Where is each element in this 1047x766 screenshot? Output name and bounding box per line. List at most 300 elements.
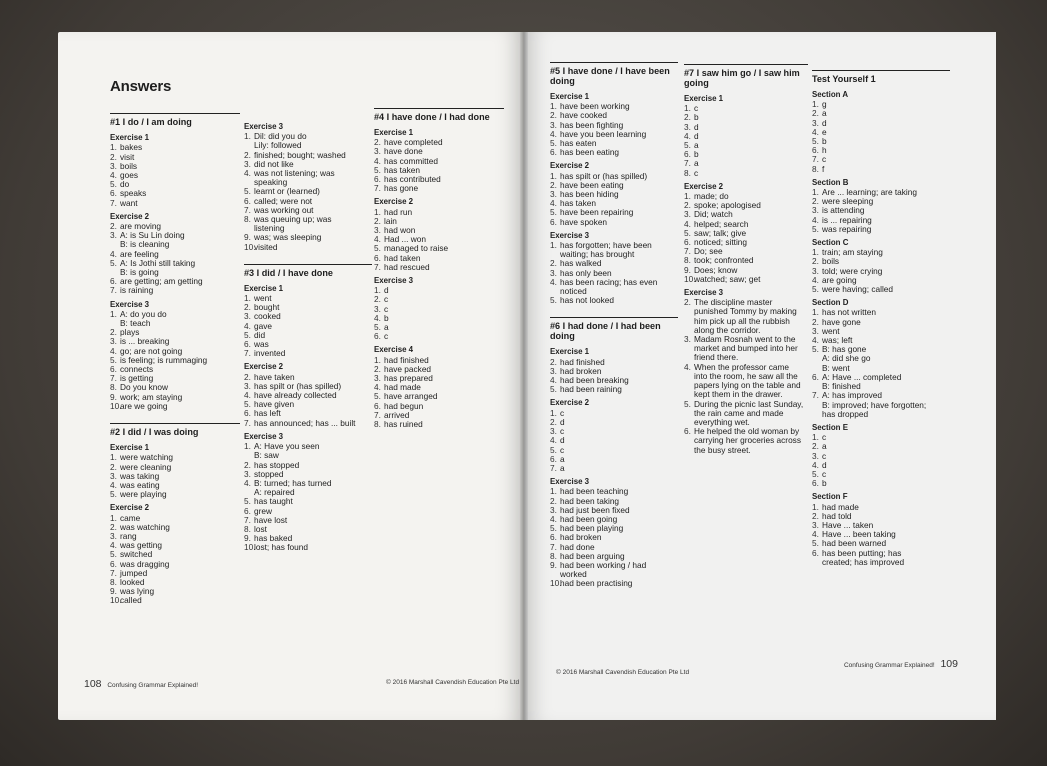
exercise-block (110, 443, 240, 499)
answer-number: 1. (550, 101, 557, 112)
answer-text: have arranged (384, 391, 438, 402)
answer-number: 6. (812, 145, 819, 156)
answer-text: have already collected (254, 390, 337, 401)
answer-number: 4. (110, 345, 117, 356)
exercise-title: Section F (812, 492, 848, 502)
answer-text: had rescued (384, 261, 430, 272)
answer-text: Do; see (694, 246, 723, 257)
answer-text: made; do (694, 191, 729, 202)
answer-number: 2. (374, 215, 381, 226)
answer-text: has left (254, 408, 281, 419)
answer-number: 5. (550, 444, 557, 455)
answer-text: finished; bought; washed (254, 149, 346, 160)
answer-number: 6. (550, 453, 557, 464)
answer-item (110, 402, 240, 411)
answer-number: 7. (244, 417, 251, 428)
exercise-block (550, 161, 678, 226)
answer-item (550, 464, 678, 473)
answer-number: 3. (244, 158, 251, 169)
answer-text: was (254, 339, 269, 350)
exercise-title: Exercise 3 (244, 431, 284, 441)
answer-text: was not listening; was speaking (254, 168, 335, 188)
exercise-title: Exercise 3 (244, 122, 284, 131)
answer-text: are feeling (120, 248, 159, 259)
answer-number: 1. (244, 131, 251, 142)
answer-text: watched; saw; get (694, 273, 761, 284)
answer-text: has announced; has ... built (254, 417, 356, 428)
answer-number: 4. (244, 390, 251, 401)
answer-text: has been racing; has even noticed (560, 276, 658, 297)
answer-number: 6. (244, 195, 251, 206)
exercise-block (684, 94, 808, 178)
answer-text: was taking (120, 470, 160, 481)
answer-number: 2. (374, 294, 381, 305)
right-column-3 (812, 70, 950, 567)
answer-text: c (822, 468, 827, 479)
answer-number: 3. (812, 325, 819, 336)
answer-number: 5. (110, 354, 117, 365)
answer-number: 3. (110, 230, 117, 241)
answer-text: plays (120, 327, 140, 338)
exercise-title: Exercise 3 (550, 230, 590, 240)
answer-number: 1. (550, 240, 557, 251)
answer-text: A: Is Jothi still taking B: is going (120, 257, 196, 278)
answer-number: 4. (550, 276, 557, 287)
answer-text: visited (254, 241, 278, 252)
answer-number: 5. (550, 384, 557, 395)
answer-number: 8. (244, 523, 251, 534)
answer-item (812, 285, 950, 294)
left-column-1 (110, 78, 240, 606)
answer-number: 8. (374, 419, 381, 430)
answer-number: 10. (550, 578, 562, 589)
answer-text: a (560, 462, 565, 473)
answer-number: 6. (684, 237, 691, 248)
answer-text: a (384, 322, 389, 333)
exercise-block (244, 362, 372, 427)
answer-number: 5. (244, 329, 251, 340)
answer-number: 5. (550, 523, 557, 534)
answer-number: 5. (110, 489, 117, 500)
right-footer (844, 658, 958, 670)
answer-text: has committed (384, 155, 438, 166)
answer-number: 1. (244, 441, 251, 452)
exercise-block (110, 212, 240, 296)
answer-number: 4. (812, 529, 819, 540)
answer-text: has not written (822, 307, 876, 318)
answer-text: c (560, 407, 565, 418)
answer-text: During the picnic last Sunday, the rain came and made everything wet. (694, 398, 804, 427)
answer-text: bakes (120, 142, 143, 153)
answer-number: 3. (812, 519, 819, 530)
answer-text: d (822, 459, 827, 470)
answer-text: a (694, 158, 699, 169)
answer-number: 7. (550, 462, 557, 473)
answer-number: 6. (110, 188, 117, 199)
answer-text: was dragging (120, 558, 170, 569)
answer-item (684, 335, 808, 363)
answer-number: 8. (110, 382, 117, 393)
answer-item (812, 479, 950, 488)
answer-text: g (822, 99, 827, 110)
answer-number: 3. (684, 334, 691, 345)
answer-text: speaks (120, 188, 147, 199)
answer-number: 4. (812, 126, 819, 137)
answer-number: 1. (550, 486, 557, 497)
exercise-block (244, 284, 372, 359)
answer-text: was getting (120, 540, 162, 551)
right-page-number: 109 (940, 658, 958, 670)
exercise-block (110, 300, 240, 411)
answer-number: 10. (244, 241, 256, 252)
answer-item (812, 128, 950, 137)
answer-item (110, 490, 240, 499)
answer-number: 4. (684, 130, 691, 141)
answer-text: has forgotten; have been waiting; has brought (560, 240, 652, 260)
answer-number: 3. (550, 504, 557, 515)
answer-item (812, 452, 950, 461)
answer-item (374, 323, 504, 332)
answer-text: have cooked (560, 110, 608, 121)
answer-number: 3. (550, 119, 557, 130)
answer-number: 1. (110, 308, 117, 319)
answer-text: lost (254, 523, 267, 534)
answer-number: 8. (110, 576, 117, 587)
left-copyright: © 2016 Marshall Cavendish Education Pte Ltd (386, 679, 520, 686)
answer-text: A: Have ... completed B: finished (822, 371, 902, 392)
answer-item (812, 433, 950, 442)
answer-item (684, 400, 808, 428)
answer-number: 2. (550, 179, 557, 190)
answer-item (684, 150, 808, 159)
exercise-title: Exercise 2 (374, 197, 414, 207)
answer-text: had broken (560, 365, 602, 376)
answer-number: 3. (550, 189, 557, 200)
exercise-block (374, 197, 504, 272)
exercise-block (110, 503, 240, 605)
answer-text: called (120, 595, 142, 606)
answer-text: want (120, 197, 138, 208)
answer-number: 6. (812, 547, 819, 558)
answer-item (550, 427, 678, 436)
answer-text: have gone (822, 316, 861, 327)
answer-item (550, 446, 678, 455)
answer-item (550, 418, 678, 427)
answer-text: had told (822, 510, 852, 521)
answer-text: go; are not going (120, 345, 183, 356)
answer-number: 5. (374, 391, 381, 402)
answer-text: c (384, 303, 389, 314)
answer-text: helped; search (694, 218, 749, 229)
answer-text: had been arguing (560, 550, 625, 561)
left-footer-title: Confusing Grammar Explained! (107, 682, 199, 689)
answer-number: 10. (110, 595, 122, 606)
answer-text: is ... breaking (120, 336, 170, 347)
answer-text: b (822, 478, 827, 489)
answer-text: e (822, 126, 827, 137)
answer-number: 4. (110, 248, 117, 259)
answer-text: Dil: did you do Lily: followed (254, 131, 307, 151)
answer-number: 3. (110, 530, 117, 541)
answer-text: Have ... taken (822, 519, 874, 530)
answer-text: did not like (254, 158, 294, 169)
answer-text: d (694, 121, 699, 132)
answer-item (244, 243, 372, 252)
answer-item (110, 231, 240, 249)
exercise-block (550, 347, 678, 394)
exercise-title: Exercise 3 (374, 276, 414, 286)
answer-number: 3. (684, 209, 691, 220)
exercise-block (812, 90, 950, 174)
answer-number: 2. (244, 459, 251, 470)
answer-number: 4. (374, 382, 381, 393)
answer-item (684, 363, 808, 400)
answer-number: 3. (684, 121, 691, 132)
answer-item (684, 298, 808, 335)
answer-text: invented (254, 348, 286, 359)
answer-text: were playing (120, 489, 167, 500)
answer-item (374, 305, 504, 314)
answer-number: 6. (244, 505, 251, 516)
answer-number: 4. (550, 435, 557, 446)
answer-number: 2. (684, 297, 691, 308)
answer-text: has eaten (560, 138, 597, 149)
answer-number: 1. (110, 512, 117, 523)
answer-text: has contributed (384, 174, 441, 185)
answer-text: took; confronted (694, 255, 754, 266)
answer-text: were having; called (822, 284, 894, 295)
answer-text: were cleaning (120, 461, 172, 472)
section-heading: #5 I have done / I have been doing (550, 62, 678, 86)
answer-number: 5. (684, 398, 691, 409)
answer-number: 6. (550, 216, 557, 227)
left-column-2 (244, 118, 372, 553)
answer-number: 5. (550, 207, 557, 218)
answer-item (812, 137, 950, 146)
answer-number: 7. (812, 154, 819, 165)
open-book (58, 32, 996, 722)
answer-number: 3. (374, 146, 381, 157)
answer-number: 3. (374, 303, 381, 314)
answer-number: 2. (812, 510, 819, 521)
answer-text: Had ... won (384, 234, 426, 245)
answer-number: 2. (812, 196, 819, 207)
answer-number: 7. (374, 183, 381, 194)
answer-number: 3. (812, 265, 819, 276)
answer-text: Madam Rosnah went to the market and bumped into her friend there. (694, 334, 798, 363)
exercise-title: Exercise 2 (550, 398, 590, 408)
answer-text: have packed (384, 363, 432, 374)
answer-text: c (694, 167, 699, 178)
answer-item (812, 109, 950, 118)
answer-number: 4. (812, 214, 819, 225)
answer-text: had begun (384, 400, 424, 411)
answer-number: 5. (374, 164, 381, 175)
exercise-block (684, 182, 808, 284)
exercise-block (374, 128, 504, 193)
exercise-title: Exercise 1 (684, 94, 724, 103)
answer-text: looked (120, 576, 145, 587)
exercise-title: Exercise 1 (110, 443, 150, 453)
answer-item (550, 436, 678, 445)
answer-number: 6. (110, 276, 117, 287)
answer-number: 5. (812, 538, 819, 549)
answer-item (812, 442, 950, 451)
answer-item (684, 169, 808, 178)
exercise-title: Section C (812, 238, 849, 248)
answer-text: was working out (254, 204, 314, 215)
answer-number: 3. (244, 380, 251, 391)
right-column-1 (550, 62, 678, 589)
answer-number: 5. (244, 186, 251, 197)
answer-number: 2. (244, 302, 251, 313)
answer-number: 9. (684, 264, 691, 275)
answer-number: 2. (110, 151, 117, 162)
exercise-block (550, 231, 678, 306)
answer-number: 1. (812, 247, 819, 258)
exercise-title: Section B (812, 177, 849, 187)
exercise-title: Exercise 2 (110, 503, 150, 513)
answer-number: 5. (550, 295, 557, 306)
answer-item (550, 148, 678, 157)
exercise-block (244, 122, 372, 252)
exercise-block (550, 92, 678, 157)
answer-number: 7. (110, 197, 117, 208)
answer-number: 2. (550, 110, 557, 121)
answer-number: 3. (110, 160, 117, 171)
answer-number: 2. (684, 112, 691, 123)
answer-number: 4. (244, 168, 251, 179)
answer-number: 4. (244, 477, 251, 488)
answer-number: 1. (374, 354, 381, 365)
answer-number: 6. (374, 252, 381, 263)
answer-text: a (560, 453, 565, 464)
answer-text: gave (254, 320, 272, 331)
left-page (58, 32, 524, 720)
book-gutter (520, 32, 528, 720)
answer-number: 6. (684, 426, 691, 437)
answer-text: do (120, 179, 130, 190)
answer-item (550, 296, 678, 305)
answer-text: had won (384, 225, 416, 236)
answer-text: goes (120, 170, 138, 181)
section-heading: #1 I do / I am doing (110, 113, 240, 127)
answer-text: had finished (384, 354, 429, 365)
answer-text: has been eating (560, 147, 620, 158)
exercise-block (550, 398, 678, 473)
answer-number: 3. (812, 450, 819, 461)
answer-text: has prepared (384, 373, 433, 384)
answer-text: have been eating (560, 179, 624, 190)
answer-text: has taught (254, 496, 293, 507)
answer-text: noticed; sitting (694, 237, 748, 248)
answer-text: were sleeping (822, 196, 874, 207)
answer-text: has ruined (384, 419, 423, 430)
answer-number: 10. (684, 273, 696, 284)
answer-text: A: is Su Lin doing B: is cleaning (120, 230, 185, 250)
answer-text: had been practising (560, 578, 633, 589)
answer-item (684, 104, 808, 113)
answer-number: 3. (550, 267, 557, 278)
answer-number: 1. (684, 103, 691, 114)
exercise-block (550, 477, 678, 588)
answer-number: 7. (812, 390, 819, 401)
answer-text: saw; talk; give (694, 227, 747, 238)
answer-text: Are ... learning; are taking (822, 187, 918, 198)
answer-text: had been warned (822, 538, 887, 549)
answer-text: B: turned; has turned A: repaired (254, 477, 332, 498)
answer-text: B: has gone A: did she go B: went (822, 344, 871, 373)
answer-text: were watching (120, 452, 174, 463)
answer-number: 1. (812, 432, 819, 443)
answer-number: 1. (374, 285, 381, 296)
answer-text: has spilt or (has spilled) (560, 170, 648, 181)
exercise-title: Section D (812, 298, 849, 308)
answer-item (550, 455, 678, 464)
answer-text: When the professor came into the room, he saw all the papers lying on the table and kept them in the drawer. (694, 361, 801, 400)
answer-number: 4. (244, 320, 251, 331)
answer-text: Does; know (694, 264, 738, 275)
answer-text: is attending (822, 205, 865, 216)
exercise-title: Exercise 1 (244, 283, 284, 293)
exercise-block (684, 288, 808, 455)
exercise-title: Exercise 1 (550, 92, 590, 101)
answer-text: had taken (384, 252, 421, 263)
answer-text: a (822, 108, 827, 119)
exercise-title: Exercise 3 (550, 477, 590, 487)
section-heading: #6 I had done / I had been doing (550, 317, 678, 341)
answer-number: 2. (244, 371, 251, 382)
answer-number: 6. (110, 364, 117, 375)
answer-number: 5. (812, 344, 819, 355)
answer-text: lain (384, 215, 397, 226)
answer-number: 7. (110, 567, 117, 578)
answer-text: have given (254, 399, 295, 410)
answer-text: connects (120, 364, 154, 375)
answer-number: 7. (110, 285, 117, 296)
answer-item (812, 373, 950, 391)
answer-text: are going (822, 274, 857, 285)
answer-number: 4. (550, 128, 557, 139)
answer-item (374, 314, 504, 323)
answer-number: 6. (684, 149, 691, 160)
answer-number: 6. (374, 174, 381, 185)
answer-text: b (384, 312, 389, 323)
right-page (524, 32, 996, 720)
answer-text: have been working (560, 101, 630, 112)
answer-number: 8. (244, 214, 251, 225)
answer-item (812, 146, 950, 155)
answer-number: 6. (550, 532, 557, 543)
answer-number: 6. (110, 558, 117, 569)
answer-number: 5. (812, 468, 819, 479)
answer-text: had made (822, 501, 859, 512)
answer-number: 9. (550, 559, 557, 570)
answer-text: boils (822, 256, 840, 267)
exercise-title: Exercise 1 (374, 128, 414, 137)
answer-item (244, 215, 372, 233)
exercise-title: Section A (812, 90, 849, 99)
answer-text: has taken (560, 198, 596, 209)
section-heading: #2 I did / I was doing (110, 423, 240, 437)
answer-text: have spoken (560, 216, 608, 227)
answer-number: 5. (684, 227, 691, 238)
answer-item (550, 579, 678, 588)
answer-number: 2. (374, 363, 381, 374)
answer-item (244, 419, 372, 428)
answer-text: had done (560, 541, 595, 552)
answer-number: 5. (684, 140, 691, 151)
